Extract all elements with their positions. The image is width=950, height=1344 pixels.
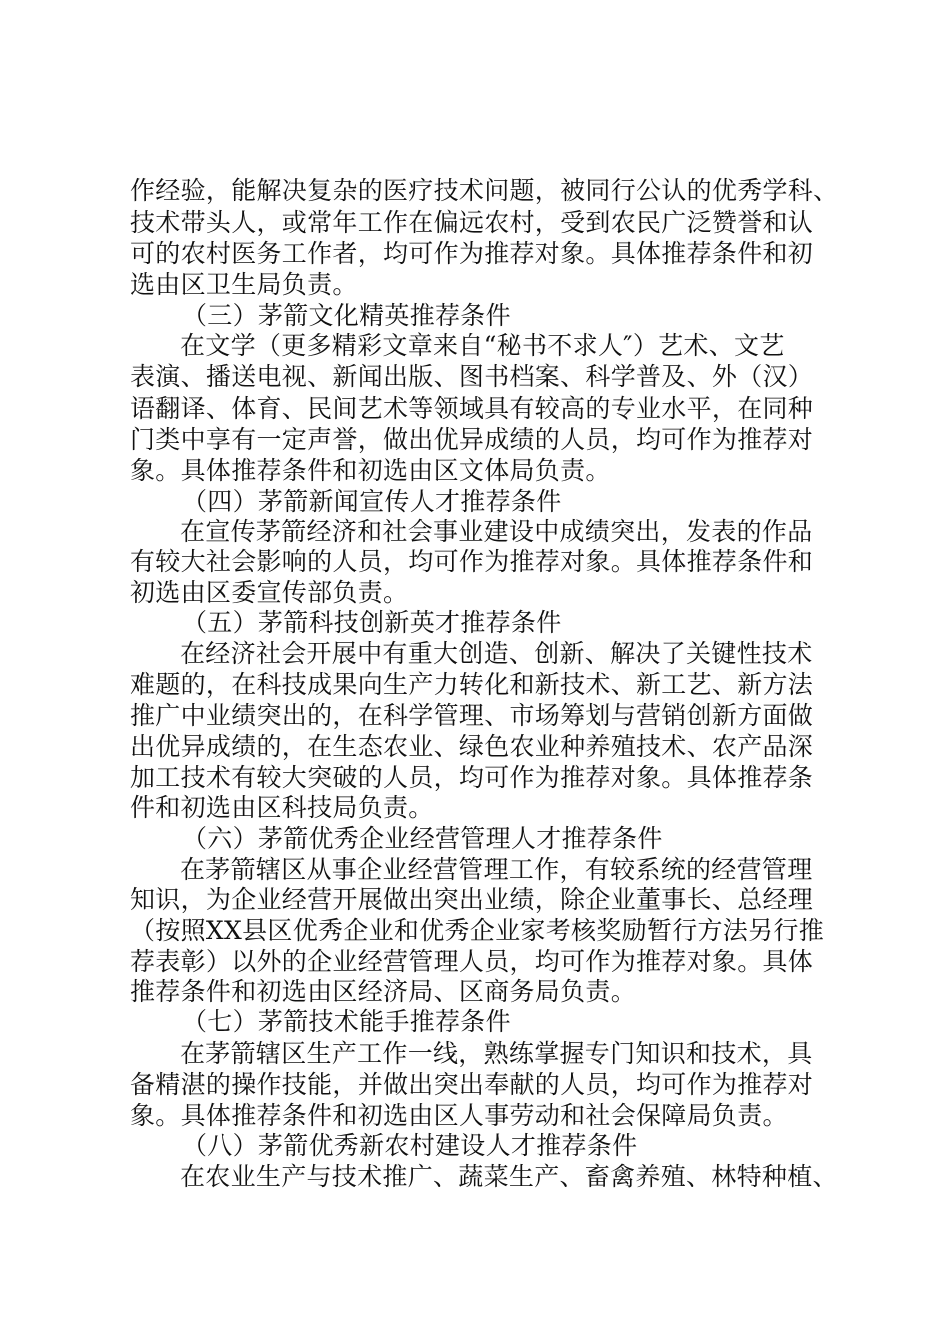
paragraph-first-line: 在茅箭辖区生产工作一线，熟练掌握专门知识和技术，具 [180,1039,813,1068]
body-text-line: 知识，为企业经营开展做出突出业绩，除企业董事长、总经理 [130,885,814,914]
body-text-line: 初选由区委宣传部负责。 [130,578,409,607]
section-heading-6: （六）茅箭优秀企业经营管理人才推荐条件 [182,824,663,853]
paragraph-first-line: 在文学（更多精彩文章来自“秘书不求人″）艺术、文艺 [180,331,785,360]
body-text-line: 象。具体推荐条件和初选由区人事劳动和社会保障局负责。 [130,1101,788,1130]
body-text-line: （按照XX县区优秀企业和优秀企业家考核奖励暂行方法另行推 [130,916,824,945]
body-text-line: 门类中享有一定声誉，做出优异成绩的人员，均可作为推荐对 [130,425,814,454]
body-text-line: 推广中业绩突出的，在科学管理、市场筹划与营销创新方面做 [130,701,814,730]
body-text-line: 选由区卫生局负责。 [130,270,358,299]
body-text-line: 象。具体推荐条件和初选由区文体局负责。 [130,456,611,485]
body-text-line: 荐表彰）以外的企业经营管理人员，均可作为推荐对象。具体 [130,947,814,976]
body-text-line: 技术带头人，或常年工作在偏远农村，受到农民广泛赞誉和认 [130,208,814,237]
section-heading-5: （五）茅箭科技创新英才推荐条件 [182,608,562,637]
body-text-line: 可的农村医务工作者，均可作为推荐对象。具体推荐条件和初 [130,239,814,268]
section-heading-8: （八）茅箭优秀新农村建设人才推荐条件 [182,1131,638,1160]
body-text-line: 出优异成绩的，在生态农业、绿色农业种养殖技术、农产品深 [130,732,814,761]
body-text-line: 推荐条件和初选由区经济局、区商务局负责。 [130,977,637,1006]
section-heading-7: （七）茅箭技术能手推荐条件 [182,1007,511,1036]
paragraph-first-line: 在宣传茅箭经济和社会事业建设中成绩突出，发表的作品 [180,517,813,546]
body-text-line: 有较大社会影响的人员，均可作为推荐对象。具体推荐条件和 [130,547,814,576]
paragraph-first-line: 在经济社会开展中有重大创造、创新、解决了关键性技术 [180,639,813,668]
body-text-line: 作经验，能解决复杂的医疗技术问题，被同行公认的优秀学科、 [130,176,839,205]
paragraph-first-line: 在茅箭辖区从事企业经营管理工作，有较系统的经营管理 [180,855,813,884]
body-text-line: 表演、播送电视、新闻出版、图书档案、科学普及、外（汉） [130,362,814,391]
body-text-line: 语翻译、体育、民间艺术等领域具有较高的专业水平，在同种 [130,394,814,423]
body-text-line: 难题的，在科技成果向生产力转化和新技术、新工艺、新方法 [130,670,814,699]
section-heading-3: （三）茅箭文化精英推荐条件 [182,301,511,330]
body-text-line: 备精湛的操作技能，并做出突出奉献的人员，均可作为推荐对 [130,1070,814,1099]
body-text-line: 件和初选由区科技局负责。 [130,793,434,822]
paragraph-first-line: 在农业生产与技术推广、蔬菜生产、畜禽养殖、林特种植、 [180,1162,838,1191]
section-heading-4: （四）茅箭新闻宣传人才推荐条件 [182,487,562,516]
body-text-line: 加工技术有较大突破的人员，均可作为推荐对象。具体推荐条 [130,763,814,792]
